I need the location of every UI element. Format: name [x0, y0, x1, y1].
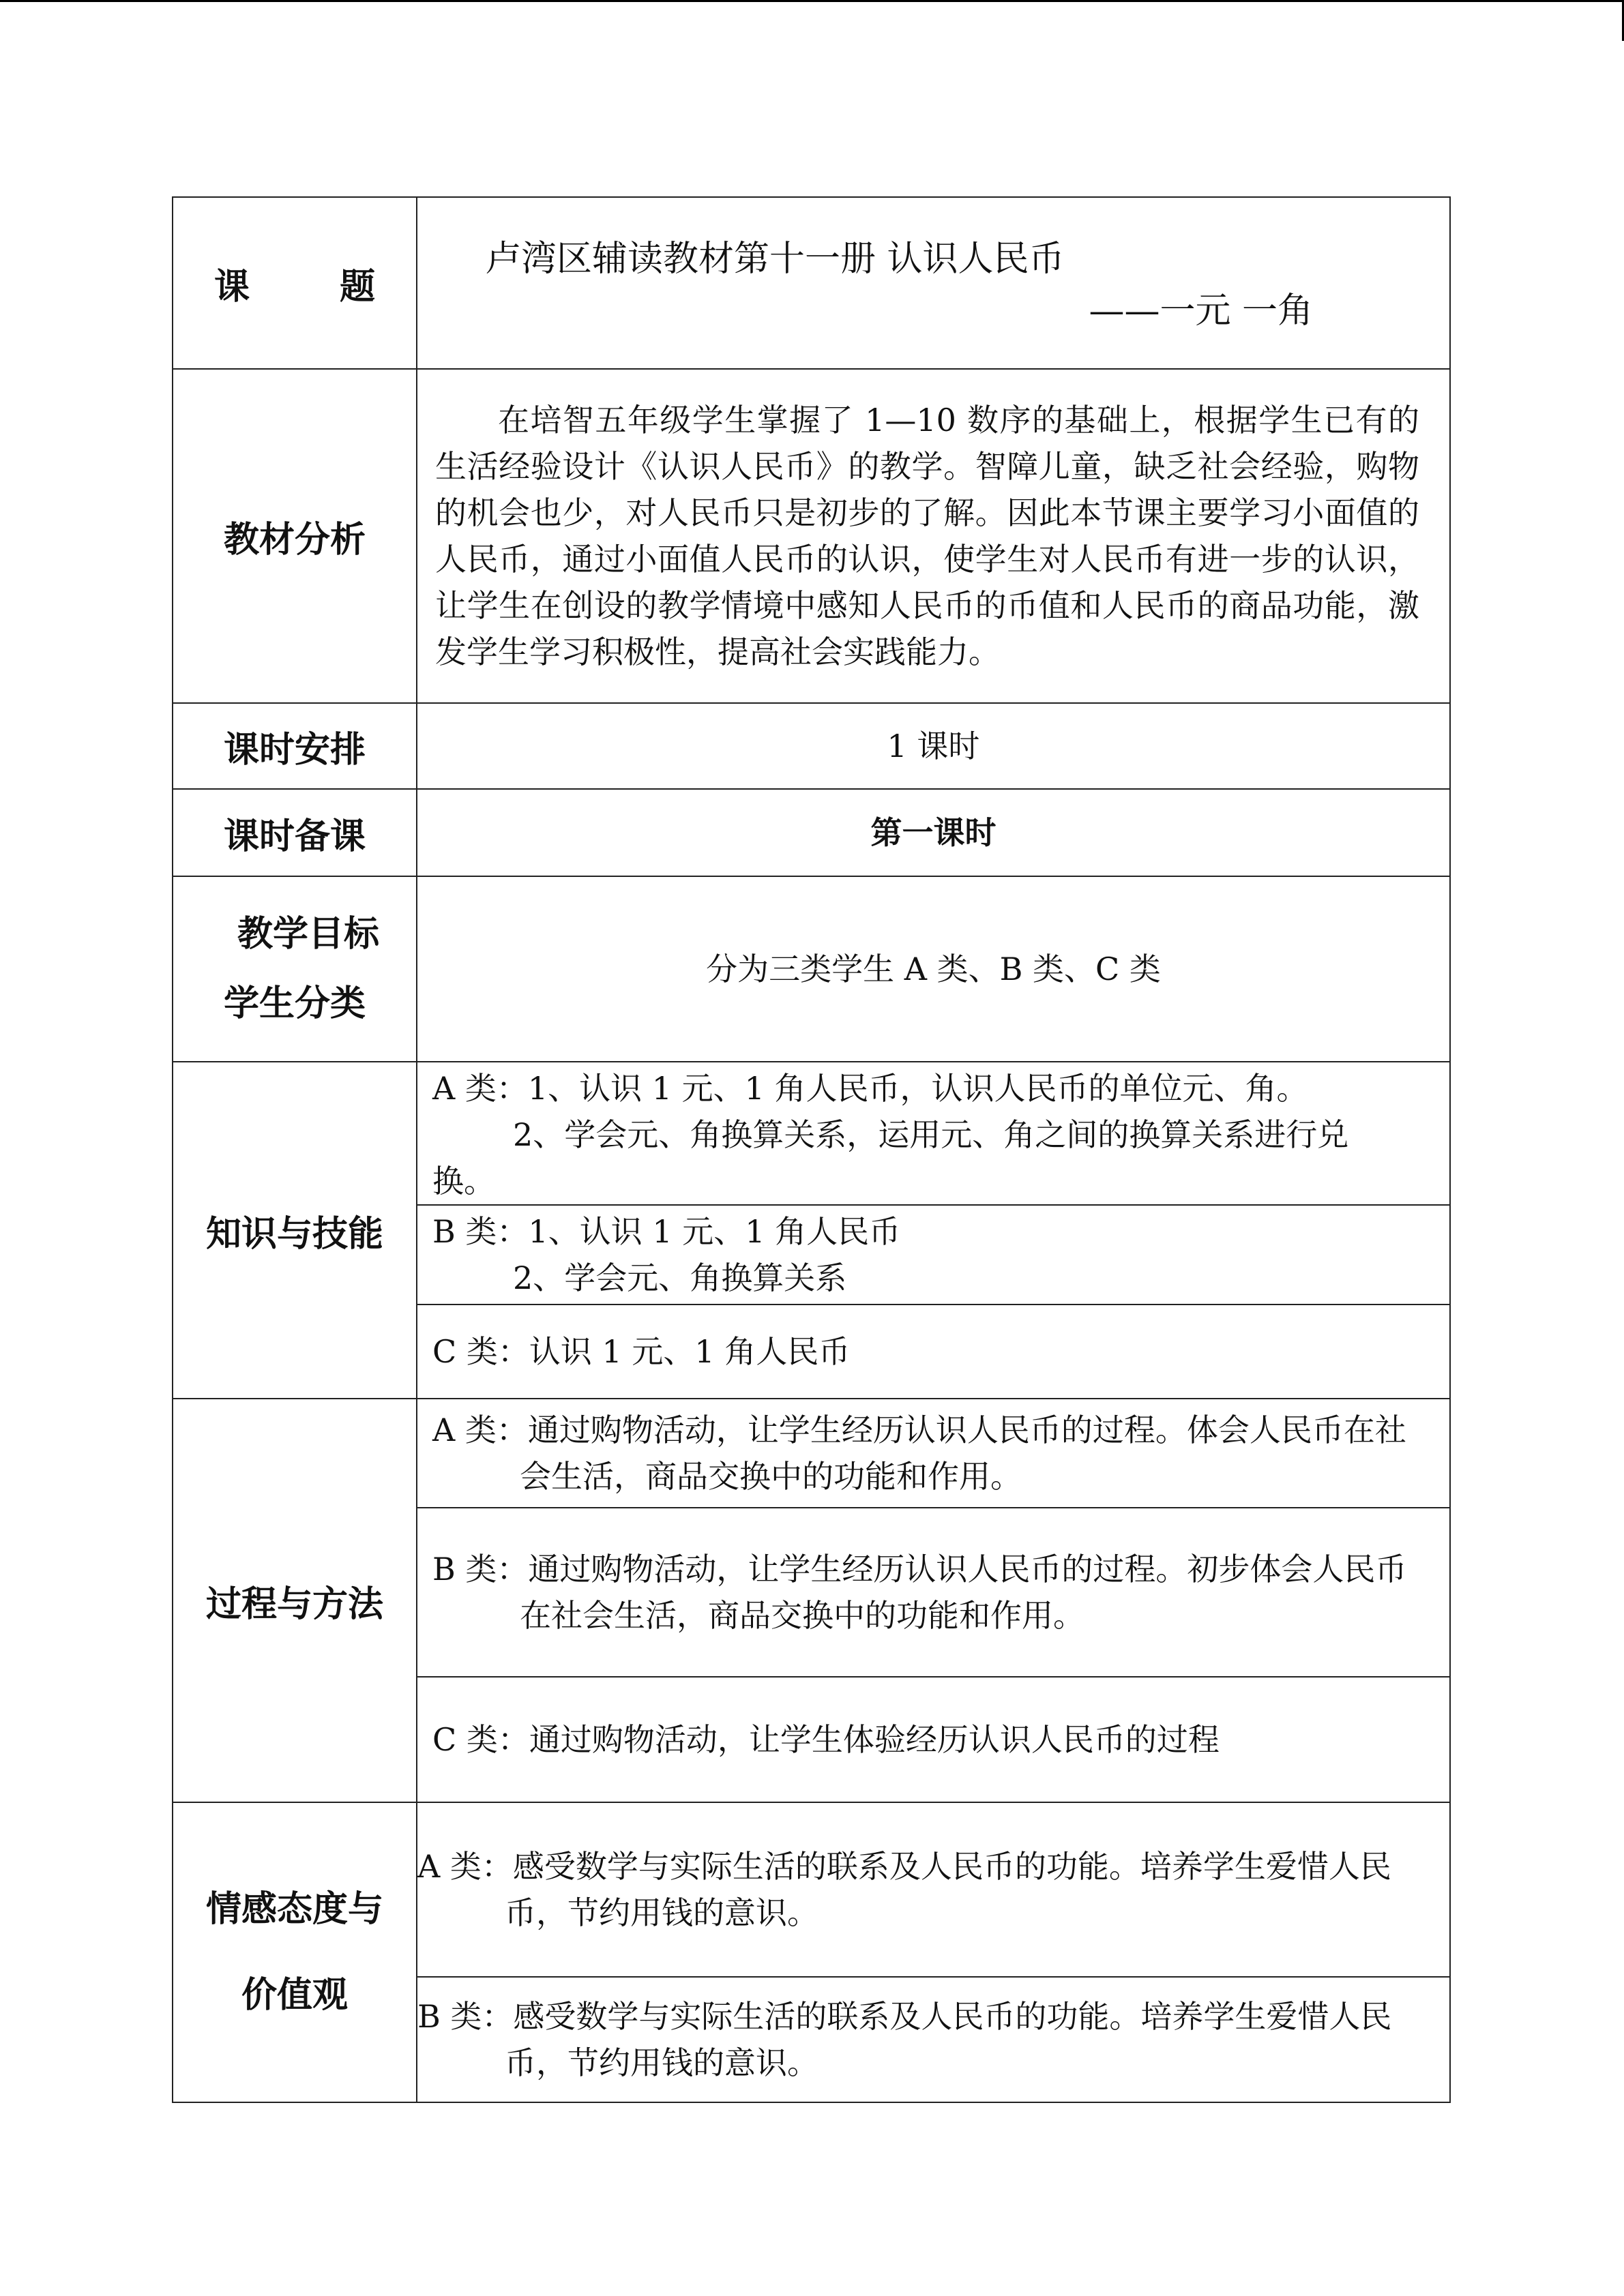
row-process-a — [173, 1399, 1450, 1508]
knowledge-a-cell — [417, 1062, 1450, 1205]
knowledge-a-line3: 换。 — [432, 1163, 495, 1199]
label-prep: 课时备课 — [173, 789, 417, 876]
label-topic — [173, 197, 417, 369]
process-c-text: C 类：通过购物活动，让学生体验经历认识人民币的过程 — [432, 1721, 1220, 1758]
label-attitude-line2: 价值观 — [241, 1975, 348, 2016]
label-attitude-line1: 情感态度与 — [205, 1889, 383, 1930]
row-prep — [173, 789, 1450, 876]
knowledge-a-line2: 2、学会元、角换算关系，运用元、角之间的换算关系进行兑 — [513, 1116, 1349, 1153]
label-knowledge: 知识与技能 — [173, 1062, 417, 1399]
knowledge-b-cell — [417, 1205, 1450, 1304]
process-b-text: B 类：通过购物活动，让学生经历认识人民币的过程。初步体会人民币在社会生活，商品交换中的功能和作用。 — [432, 1551, 1407, 1634]
label-schedule: 课时安排 — [173, 703, 417, 789]
prep-value: 第一课时 — [417, 789, 1450, 876]
knowledge-b-line1: B 类：1、认识 1 元、1 角人民币 — [432, 1213, 901, 1250]
topic-cell — [417, 197, 1450, 369]
lesson-plan-table — [172, 196, 1451, 2103]
knowledge-b-line2: 2、学会元、角换算关系 — [513, 1259, 847, 1296]
attitude-a-cell — [417, 1802, 1450, 1977]
label-analysis: 教材分析 — [173, 369, 417, 703]
label-topic-left: 课 — [213, 266, 250, 308]
process-b-cell — [417, 1508, 1450, 1677]
topic-title: 卢湾区辅读教材第十一册 认识人民币 — [486, 239, 1065, 280]
topic-subtitle: ——一元 一角 — [1089, 290, 1313, 331]
row-topic — [173, 197, 1450, 369]
knowledge-c-line1: C 类：认识 1 元、1 角人民币 — [432, 1333, 851, 1370]
row-attitude-a — [173, 1802, 1450, 1977]
analysis-text: 在培智五年级学生掌握了 1—10 数序的基础上，根据学生已有的生活经验设计《认识人民币》的教学。智障儿童，缺乏社会经验，购物的机会也少，对人民币只是初步的了解。因此本节课主要学习小面值的人民币，通过小面值人民币的认识，使学生对人民币有进一步的认识，让学生在创设的教学情境中感知人民币的币值和人民币的商品功能，激发学生学习积极性，提高社会实践能力。 — [435, 402, 1419, 670]
knowledge-c-cell — [417, 1304, 1450, 1399]
row-analysis — [173, 369, 1450, 703]
schedule-value: 1 课时 — [417, 703, 1450, 789]
label-attitude — [173, 1802, 417, 2102]
row-goals — [173, 876, 1450, 1062]
process-a-text: A 类：通过购物活动，让学生经历认识人民币的过程。体会人民币在社会生活，商品交换中的功能和作用。 — [432, 1412, 1406, 1495]
row-schedule — [173, 703, 1450, 789]
analysis-cell — [417, 369, 1450, 703]
attitude-a-text: A 类：感受数学与实际生活的联系及人民币的功能。培养学生爱惜人民币，节约用钱的意识。 — [417, 1848, 1391, 1931]
attitude-b-cell — [417, 1977, 1450, 2102]
attitude-b-text: B 类：感受数学与实际生活的联系及人民币的功能。培养学生爱惜人民币，节约用钱的意识。 — [417, 1998, 1392, 2081]
label-goals-line1: 教学目标 — [237, 914, 379, 955]
knowledge-a-line1: A 类：1、认识 1 元、1 角人民币，认识人民币的单位元、角。 — [432, 1070, 1308, 1107]
label-topic-right: 题 — [340, 266, 376, 308]
page-top-border — [0, 0, 1624, 2]
label-goals-line2: 学生分类 — [223, 983, 366, 1024]
row-knowledge-a — [173, 1062, 1450, 1205]
label-goals — [173, 876, 417, 1062]
process-c-cell — [417, 1677, 1450, 1802]
process-a-cell — [417, 1399, 1450, 1508]
label-process: 过程与方法 — [173, 1399, 417, 1802]
goals-value: 分为三类学生 A 类、B 类、C 类 — [417, 876, 1450, 1062]
